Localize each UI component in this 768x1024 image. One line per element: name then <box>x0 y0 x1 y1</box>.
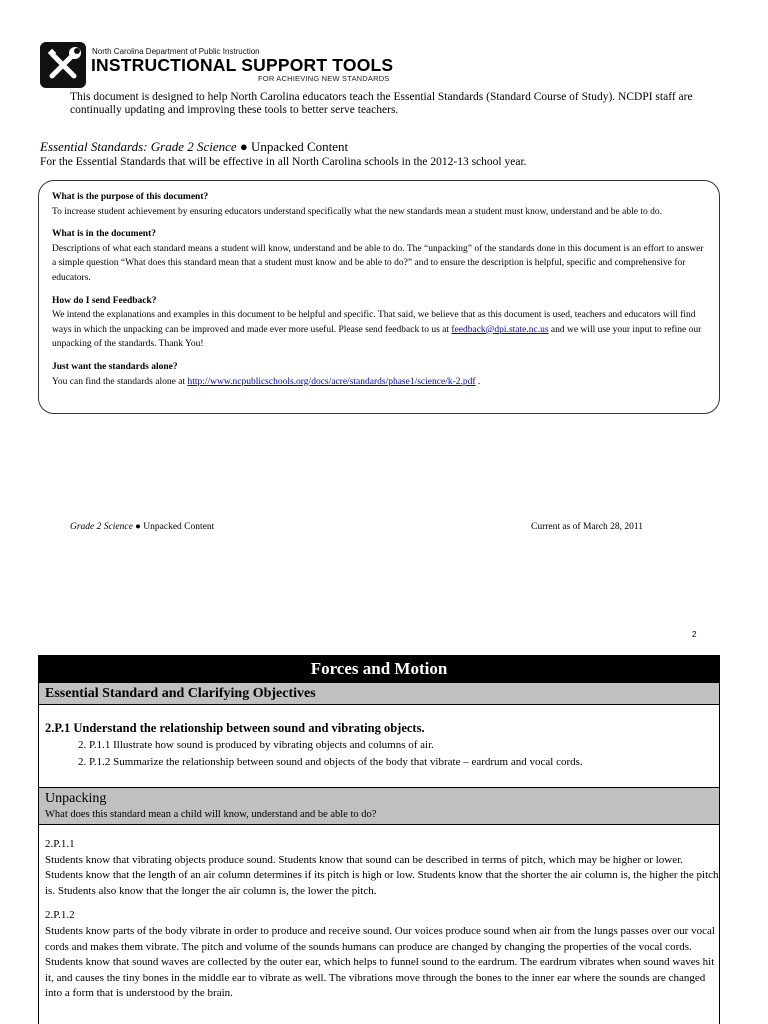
contents-section <box>52 227 707 285</box>
page-footer-date: Current as of March 28, 2011 <box>531 522 644 532</box>
standards-text-1: You can find the standards alone at <box>52 376 188 387</box>
brand-tagline: FOR ACHIEVING NEW STANDARDS <box>258 74 390 83</box>
main-standard: 2.P.1 Understand the relationship between sound and vibrating objects. <box>45 721 425 735</box>
contents-question: What is in the document? <box>52 229 156 240</box>
feedback-email-link[interactable]: feedback@dpi.state.nc.us <box>451 324 549 335</box>
standards-table <box>38 655 720 1024</box>
unpacking-body <box>39 825 719 1002</box>
effective-note: For the Essential Standards that will be effective in all North Carolina schools in the 2012-13 school year. <box>40 156 527 168</box>
feedback-section <box>52 294 707 352</box>
document-title-italic: Essential Standards: Grade 2 Science <box>40 139 237 154</box>
intro-text: This document is designed to help North Carolina educators teach the Essential Standards (Standard Course of Study). NCDPI staff are continually updating and improving these tools to better serve teachers. <box>70 91 693 116</box>
purpose-question: What is the purpose of this document? <box>52 192 209 202</box>
title-bullet: ● <box>239 139 248 154</box>
unpacking-item <box>45 908 719 1002</box>
standards-section <box>52 360 707 389</box>
unpacking-item <box>45 837 719 899</box>
purpose-answer: To increase student achievement by ensuring educators understand specifically what the new standards mean a student must know, understand and be able to do. <box>52 206 662 217</box>
section-title: Forces and Motion <box>39 655 719 682</box>
standards-text-2: . <box>475 376 481 387</box>
unpacking-code: 2.P.1.1 <box>45 838 75 850</box>
unpacking-title: Unpacking <box>45 791 107 806</box>
objectives-cell <box>39 705 719 787</box>
feedback-answer <box>52 308 707 352</box>
objective-item: 2. P.1.1 Illustrate how sound is produced by vibrating objects and columns of air. <box>78 739 434 751</box>
footer-italic: Grade 2 Science <box>70 522 133 532</box>
org-name: North Carolina Department of Public Instruction <box>92 47 260 56</box>
unpacking-text: Students know that vibrating objects produce sound. Students know that sound can be described in terms of pitch, which may be higher or lower. Students know that the length of an air column determines if its pitch is high or low. Students know that the shorter the air column is, the higher the pitch is. Students also know that the longer the air column is, the lower the pitch. <box>45 853 719 897</box>
page-number: 2 <box>692 630 697 639</box>
objective-item: 2. P.1.2 Summarize the relationship between sound and objects of the body that vibrate – eardrum and vocal cords. <box>78 755 583 768</box>
page-footer-left <box>70 522 214 532</box>
essential-standard-header: Essential Standard and Clarifying Objectives <box>39 682 719 705</box>
feedback-question: How do I send Feedback? <box>52 295 157 306</box>
purpose-section <box>52 190 707 219</box>
document-title <box>40 139 348 155</box>
info-box <box>38 180 720 414</box>
footer-bullet: ● <box>135 522 141 532</box>
unpacking-code: 2.P.1.2 <box>45 909 75 922</box>
wrench-screwdriver-icon <box>40 42 86 88</box>
contents-answer: Descriptions of what each standard means a student will know, understand and be able to do. The “unpacking” of the standards done in this document is an effort to answer a simple question “What does this standard mean that a student must know and be able to do?” and to ensure the description is helpful, specific and comprehensive for educators. <box>52 243 704 283</box>
document-title-rest: Unpacked Content <box>251 139 349 154</box>
unpacking-question: What does this standard mean a child will know, understand and be able to do? <box>45 809 377 820</box>
footer-rest: Unpacked Content <box>143 522 215 532</box>
standards-question: Just want the standards alone? <box>52 361 178 372</box>
standards-answer <box>52 375 707 390</box>
unpacking-text: Students know parts of the body vibrate in order to produce and receive sound. Our voices produce sound when air from the lungs passes over our vocal cords and makes them vibrate. The pitch and volume of the sounds humans can produce are changed by changing the properties of the vocal cords. Students know that sound waves are collected by the outer ear, which helps to funnel sound to the eardrum. The eardrum vibrates when sound waves hit it, and causes the tiny bones in the middle ear to vibrate as well. The vibrations move through the bones to the inner ear where the sounds are changed into a form that is understood by the brain. <box>45 924 715 1000</box>
feedback-text-1: We intend the explanations and examples in this document to be helpful and specific. That said, we believe that as this document is used, teachers and educators will find ways in which the unpacking can be improved and made ever more useful. Please send feedback to us at <box>52 310 696 335</box>
brand-title: INSTRUCTIONAL SUPPORT TOOLS <box>91 55 394 75</box>
feedback-text-2: and we will use your input to refine our unpacking of the standards. Thank You! <box>52 324 702 350</box>
unpacking-header <box>39 787 719 825</box>
standards-pdf-link[interactable]: http://www.ncpublicschools.org/docs/acre/standards/phase1/science/k-2.pdf <box>187 376 476 387</box>
